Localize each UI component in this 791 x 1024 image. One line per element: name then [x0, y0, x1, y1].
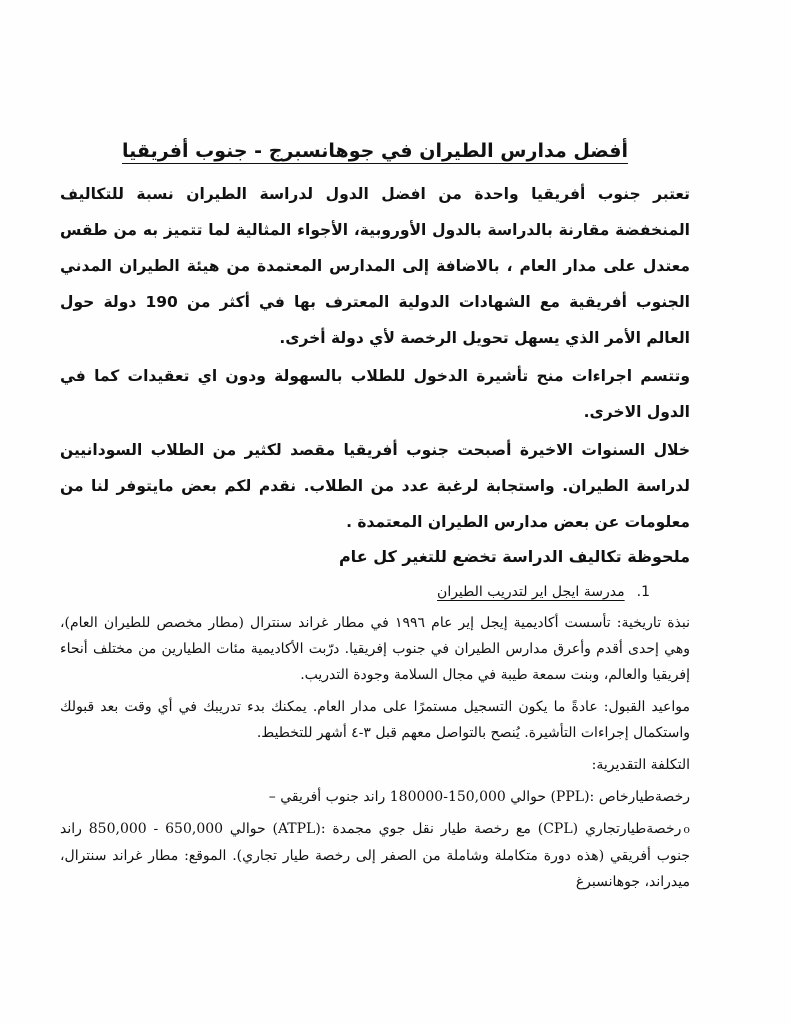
cost-note: ملحوظة تكاليف الدراسة تخضع للتغير كل عام [338, 547, 690, 566]
ppl-cost: رخصةطيارخاص :(PPL) حوالي 150,000-180000 راند جنوب أفريقي – [268, 789, 690, 805]
cpl-cost-text: رخصةطيارتجاري (CPL) مع رخصة طيار نقل جوي مجمدة :(ATPL) حوالي 650,000 - 850,000 راند جنوب أفريقي (هذه دورة متكاملة وشاملة من الصفر إلى رخصة طيار تجاري). الموقع: مطار غراند سنترال، ميدراند، جوهانسبرغ [60, 821, 690, 890]
cost-heading: التكلفة التقديرية: [591, 757, 690, 773]
school-admission: مواعيد القبول: عادةً ما يكون التسجيل مستمرًا على مدار العام. يمكنك بدء تدريبك في أي وقت بعد قبولك واستكمال إجراءات التأشيرة. يُنصح بالتواصل معهم قبل ٣-٤ أشهر للتخطيط. [60, 699, 690, 741]
bullet-marker: o [683, 823, 690, 836]
intro-paragraph-2: وتتسم اجراءات منح تأشيرة الدخول للطلاب بالسهولة ودون اي تعقيدات كما في الدول الاخرى. [60, 367, 690, 421]
school-name: مدرسة ايجل اير لتدريب الطيران [437, 584, 625, 600]
school-history: نبذة تاريخية: تأسست أكاديمية إيجل إير عام ١٩٩٦ في مطار غراند سنترال (مطار مخصص للطيران العام)، وهي إحدى أقدم وأعرق مدارس الطيران في جنوب إفريقيا. درّبت الأكاديمية مئات الطيارين من مختلف أنحاء إفريقيا والعالم، وبنت سمعة طيبة في مجال السلامة وجودة التدريب. [60, 615, 690, 683]
intro-paragraph-3: خلال السنوات الاخيرة أصبحت جنوب أفريقيا مقصد لكثير من الطلاب السودانيين لدراسة الطيران. واستجابة لرغبة عدد من الطلاب. نقدم لكم بعض مايتوفر لنا من معلومات عن بعض مدارس الطيران المعتمدة . [60, 441, 690, 531]
school-number: 1. [636, 584, 650, 600]
intro-paragraph-1: تعتبر جنوب أفريقيا واحدة من افضل الدول لدراسة الطيران نسبة للتكاليف المنخفضة مقارنة بالدراسة بالدول الأوروبية، الأجواء المثالية لما تتميز به من طقس معتدل على مدار العام ، بالاضافة إلى المدارس المعتمدة من هيئة الطيران المدني الجنوب أفريقية مع الشهادات الدولية المعترف بها في أكثر من 190 دولة حول العالم الأمر الذي يسهل تحويل الرخصة لأي دولة أخرى. [60, 185, 690, 347]
school-heading [60, 580, 690, 604]
cpl-cost [60, 816, 690, 895]
document-body [60, 140, 690, 901]
document-title: أفضل مدارس الطيران في جوهانسبرج - جنوب أفريقيا [122, 140, 628, 162]
